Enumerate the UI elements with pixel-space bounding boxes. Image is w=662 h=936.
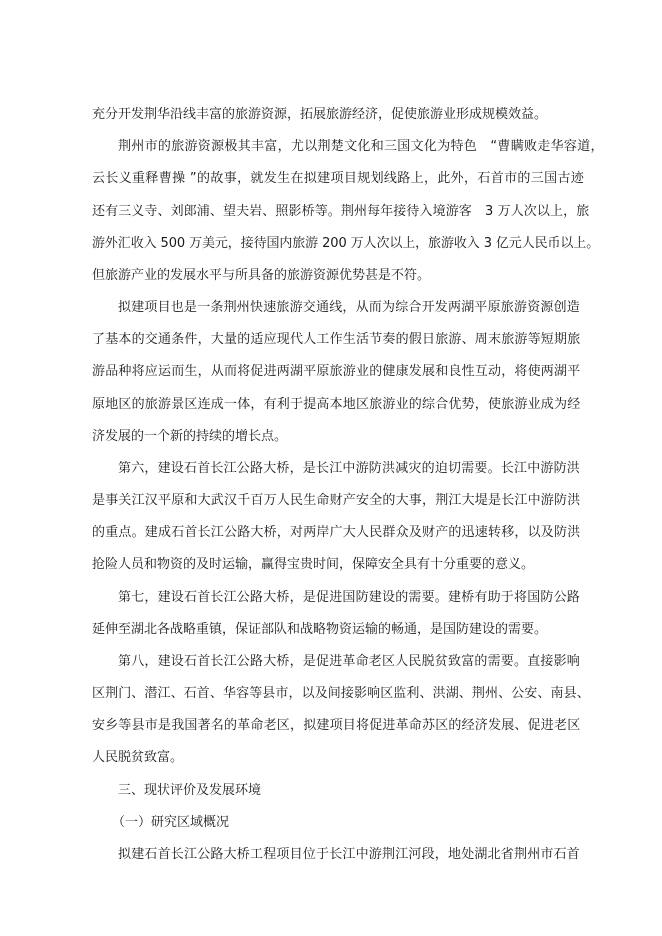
text-line-15: 抢险人员和物资的及时运输，赢得宝贵时间，保障安全具有十分重要的意义。	[92, 557, 535, 572]
subsection-heading: （一）研究区域概况	[112, 815, 230, 830]
text-line-2: 荆州市的旅游资源极其丰富，尤以荆楚文化和三国文化为特色 “曹瞒败走华容道，	[118, 139, 604, 154]
text-line-21: 人民脱贫致富。	[92, 750, 184, 765]
text-line-18: 第八，建设石首长江公路大桥，是促进革命老区人民脱贫致富的需要。直接影响	[118, 654, 581, 669]
text-line-4: 还有三义寺、刘郎浦、望夫岩、照影桥等。荆州每年接待入境游客 3 万人次以上，旅	[92, 204, 590, 219]
text-line-10: 原地区的旅游景区连成一体，有利于提高本地区旅游业的综合优势，使旅游业成为经	[92, 397, 581, 412]
text-line-8: 了基本的交通条件，大量的适应现代人工作生活节奏的假日旅游、周末旅游等短期旅	[92, 332, 581, 347]
text-line-5: 游外汇收入 500 万美元，接待国内旅游 200 万人次以上，旅游收入 3 亿元人民币以上。	[92, 236, 600, 251]
text-line-3: 云长义重释曹操 ”的故事，就发生在拟建项目规划线路上，此外，石首市的三国古迹	[92, 171, 585, 186]
text-line-20: 安乡等县市是我国著名的革命老区，拟建项目将促进革命苏区的经济发展、促进老区	[92, 718, 581, 733]
text-line-16: 第七，建设石首长江公路大桥，是促进国防建设的需要。建桥有助于将国防公路	[118, 590, 581, 605]
text-line-13: 是事关江汉平原和大武汉千百万人民生命财产安全的大事，荆江大堤是长江中游防洪	[92, 493, 581, 508]
text-line-1: 充分开发荆华沿线丰富的旅游资源，拓展旅游经济，促使旅游业形成规模效益。	[92, 107, 548, 122]
text-line-19: 区荆门、潜江、石首、华容等县市，以及间接影响区监利、洪湖、荆州、公安、南县、	[92, 686, 590, 701]
text-line-6: 但旅游产业的发展水平与所具备的旅游资源优势甚是不符。	[92, 268, 431, 283]
text-line-14: 的重点。建成石首长江公路大桥，对两岸广大人民群众及财产的迅速转移，以及防洪	[92, 525, 581, 540]
section-heading: 三、现状评价及发展环境	[118, 783, 262, 798]
text-line-11: 济发展的一个新的持续的增长点。	[92, 429, 288, 444]
text-line-12: 第六，建设石首长江公路大桥，是长江中游防洪减灾的迫切需要。长江中游防洪	[118, 461, 581, 476]
text-line-24: 拟建石首长江公路大桥工程项目位于长江中游荆江河段，地处湖北省荆州市石首	[118, 847, 581, 862]
text-line-17: 延伸至湖北各战略重镇，保证部队和战略物资运输的畅通，是国防建设的需要。	[92, 622, 548, 637]
text-line-7: 拟建项目也是一条荆州快速旅游交通线，从而为综合开发两湖平原旅游资源创造	[118, 300, 581, 315]
text-line-9: 游品种将应运而生，从而将促进两湖平原旅游业的健康发展和良性互动，将使两湖平	[92, 364, 581, 379]
